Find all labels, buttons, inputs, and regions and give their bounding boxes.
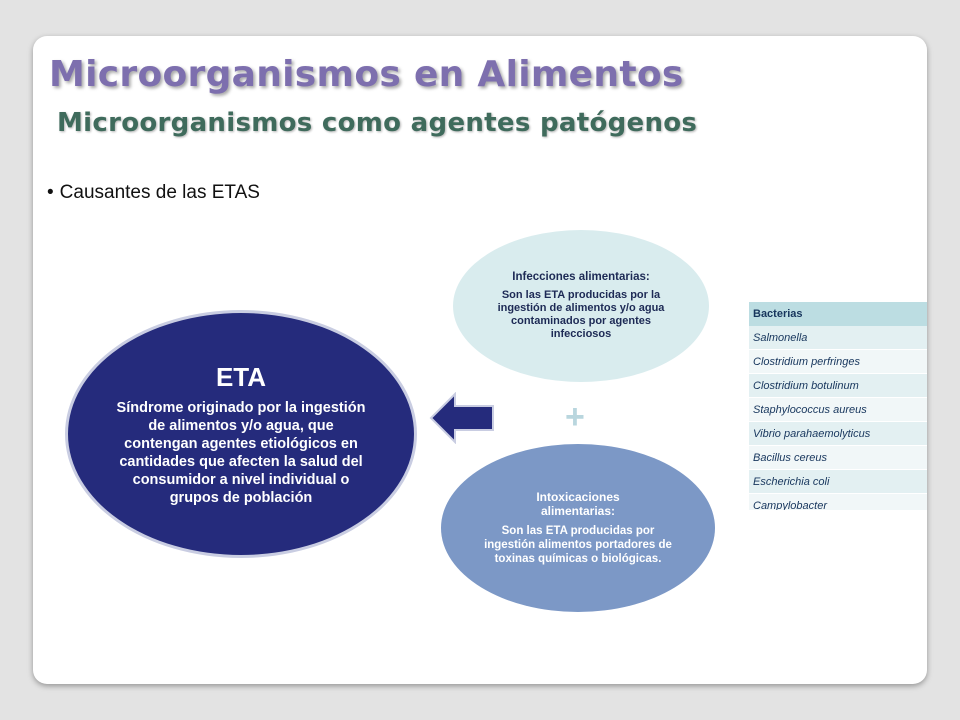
bacteria-table-header: Bacterias — [749, 302, 927, 326]
table-cell: Vibrio parahaemolyticus — [749, 422, 927, 446]
table-row — [749, 446, 927, 470]
bullet-item — [47, 182, 260, 204]
table-row — [749, 326, 927, 350]
eta-definition: Síndrome originado por la ingestión de alimentos y/o agua, que contengan agentes etiológicos en cantidades que afecten la salud del consumidor a nivel individual o grupos de población — [116, 399, 366, 506]
eta-diagram — [53, 224, 743, 604]
infecciones-definition: Son las ETA producidas por la ingestión de alimentos y/o agua contaminados por agentes infecciosos — [497, 289, 665, 340]
infecciones-ellipse — [453, 230, 709, 382]
eta-ellipse — [65, 310, 417, 558]
plus-icon: + — [565, 398, 585, 436]
table-row — [749, 422, 927, 446]
table-cell: Bacillus cereus — [749, 446, 927, 470]
infecciones-heading: Infecciones alimentarias: — [512, 271, 650, 283]
table-cell: Staphylococcus aureus — [749, 398, 927, 422]
intoxicaciones-ellipse — [441, 444, 715, 612]
intoxicaciones-heading: Intoxicaciones alimentarias: — [536, 490, 620, 518]
table-row — [749, 470, 927, 494]
bullet-dot-icon: • — [47, 182, 54, 203]
table-row — [749, 398, 927, 422]
table-row — [749, 374, 927, 398]
intoxicaciones-definition: Son las ETA producidas por ingestión alimentos portadores de toxinas químicas o biológicas. — [484, 525, 672, 565]
table-cell: Salmonella — [749, 326, 927, 350]
left-arrow-icon — [429, 392, 495, 444]
table-cell: Campylobacter — [749, 494, 927, 511]
slide — [33, 36, 927, 684]
table-cell: Escherichia coli — [749, 470, 927, 494]
bullet-text: Causantes de las ETAS — [59, 182, 260, 203]
table-row — [749, 494, 927, 511]
slide-subtitle: Microorganismos como agentes patógenos — [57, 108, 698, 138]
eta-heading: ETA — [215, 361, 267, 392]
table-row — [749, 350, 927, 374]
bacteria-table — [749, 302, 927, 510]
table-cell: Clostridium botulinum — [749, 374, 927, 398]
slide-title: Microorganismos en Alimentos — [49, 54, 684, 95]
table-cell: Clostridium perfringes — [749, 350, 927, 374]
